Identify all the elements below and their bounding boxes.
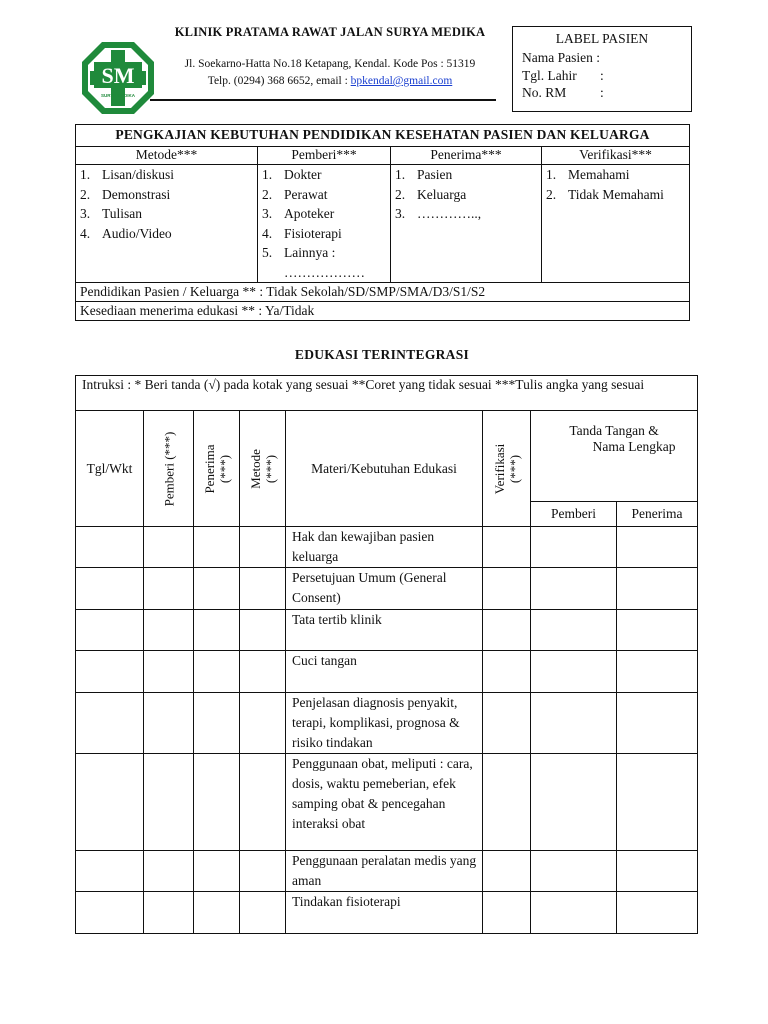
signature-pemberi-cell[interactable] (531, 892, 617, 934)
materi-cell: Cuci tangan (286, 651, 483, 693)
metode-cell[interactable] (240, 651, 286, 693)
signature-penerima-cell[interactable] (617, 693, 698, 754)
header-pemberi: Pemberi (***) (144, 411, 194, 527)
table-row (76, 651, 698, 693)
penerima-cell[interactable] (194, 892, 240, 934)
patient-dob-colon: : (600, 68, 604, 83)
pemberi-cell[interactable] (144, 568, 194, 610)
pemberi-cell[interactable] (144, 892, 194, 934)
column-header-verifikasi: Verifikasi*** (542, 147, 690, 165)
table-row (76, 851, 698, 892)
verifikasi-cell[interactable] (483, 693, 531, 754)
tgl-cell[interactable] (76, 610, 144, 651)
pemberi-cell[interactable] (144, 754, 194, 851)
list-item: 1. Pasien (395, 167, 453, 182)
metode-list-cell (76, 165, 258, 283)
verifikasi-cell[interactable] (483, 610, 531, 651)
penerima-cell[interactable] (194, 754, 240, 851)
signature-pemberi-cell[interactable] (531, 651, 617, 693)
patient-name-label: Nama Pasien : (522, 50, 600, 65)
list-item: 1. Lisan/diskusi (80, 167, 175, 182)
edukasi-section-title: EDUKASI TERINTEGRASI (294, 347, 470, 362)
column-header-pemberi: Pemberi*** (258, 147, 391, 165)
subheader-pemberi: Pemberi (531, 502, 617, 527)
patient-rm-colon: : (600, 85, 604, 100)
clinic-email-link[interactable]: bpkendal@gmail.com (350, 75, 453, 87)
list-item: 3. Apoteker (262, 206, 335, 221)
pemberi-list-cell (258, 165, 391, 283)
materi-cell: Penjelasan diagnosis penyakit, terapi, komplikasi, prognosa & risiko tindakan (286, 693, 483, 754)
penerima-cell[interactable] (194, 527, 240, 568)
pemberi-cell[interactable] (144, 527, 194, 568)
verifikasi-cell[interactable] (483, 527, 531, 568)
column-header-penerima: Penerima*** (391, 147, 542, 165)
pendidikan-field: Pendidikan Pasien / Keluarga ** : Tidak Sekolah/SD/SMP/SMA/D3/S1/S2 (76, 283, 690, 302)
subheader-penerima: Penerima (617, 502, 698, 527)
list-item: 3. Tulisan (80, 206, 143, 221)
clinic-logo (80, 40, 156, 116)
tgl-cell[interactable] (76, 754, 144, 851)
list-item: 2. Keluarga (395, 186, 467, 202)
materi-cell: Hak dan kewajiban pasien keluarga (286, 527, 483, 568)
table-row (76, 527, 698, 568)
verifikasi-list-cell (542, 165, 690, 283)
materi-cell: Tindakan fisioterapi (286, 892, 483, 934)
patient-rm-field (522, 85, 604, 101)
tgl-cell[interactable] (76, 568, 144, 610)
signature-penerima-cell[interactable] (617, 651, 698, 693)
assessment-table (75, 124, 690, 321)
penerima-cell[interactable] (194, 651, 240, 693)
patient-name-field (522, 50, 600, 66)
assessment-title: PENGKAJIAN KEBUTUHAN PENDIDIKAN KESEHATAN PASIEN DAN KELUARGA (76, 125, 690, 147)
list-item: 1. Dokter (262, 167, 322, 182)
pemberi-list (258, 165, 390, 263)
penerima-cell[interactable] (194, 610, 240, 651)
list-item: 2. Tidak Memahami (546, 186, 664, 202)
materi-cell: Penggunaan peralatan medis yang aman (286, 851, 483, 892)
penerima-cell[interactable] (194, 568, 240, 610)
table-row (76, 610, 698, 651)
table-row (76, 693, 698, 754)
tgl-cell[interactable] (76, 651, 144, 693)
signature-pemberi-cell[interactable] (531, 568, 617, 610)
list-item: 1. Memahami (546, 167, 630, 182)
tgl-cell[interactable] (76, 892, 144, 934)
metode-cell[interactable] (240, 754, 286, 851)
signature-penerima-cell[interactable] (617, 527, 698, 568)
patient-label-title: LABEL PASIEN (555, 31, 649, 46)
signature-pemberi-cell[interactable] (531, 754, 617, 851)
verifikasi-cell[interactable] (483, 651, 531, 693)
list-item: 5. Lainnya : (262, 245, 336, 260)
metode-cell[interactable] (240, 610, 286, 651)
penerima-cell[interactable] (194, 693, 240, 754)
pemberi-cell[interactable] (144, 651, 194, 693)
list-item: 3. ………….., (395, 206, 482, 221)
header-tanda-tangan: Tanda Tangan & Nama Lengkap (531, 411, 698, 502)
table-row (76, 892, 698, 934)
metode-cell[interactable] (240, 892, 286, 934)
signature-pemberi-cell[interactable] (531, 693, 617, 754)
verifikasi-cell[interactable] (483, 851, 531, 892)
signature-pemberi-cell[interactable] (531, 527, 617, 568)
penerima-list-cell (391, 165, 542, 283)
materi-cell: Persetujuan Umum (General Consent) (286, 568, 483, 610)
instruction-text: Intruksi : * Beri tanda (√) pada kotak yang sesuai **Coret yang tidak sesuai ***Tulis angka yang sesuai (76, 376, 698, 411)
logo-subtext: SURYA MEDIKA (100, 93, 136, 98)
signature-penerima-cell[interactable] (617, 568, 698, 610)
edukasi-table (75, 375, 698, 934)
pemberi-cell[interactable] (144, 610, 194, 651)
signature-penerima-cell[interactable] (617, 754, 698, 851)
verifikasi-cell[interactable] (483, 568, 531, 610)
metode-cell[interactable] (240, 851, 286, 892)
metode-cell[interactable] (240, 693, 286, 754)
table-row (76, 568, 698, 610)
header-penerima: Penerima (***) (194, 411, 240, 527)
signature-penerima-cell[interactable] (617, 892, 698, 934)
clinic-address: Jl. Soekarno-Hatta No.18 Ketapang, Kendal. Kode Pos : 51319 (184, 58, 476, 70)
header-tgl-wkt: Tgl/Wkt (76, 411, 144, 527)
verifikasi-cell[interactable] (483, 892, 531, 934)
pemberi-lainnya-blank: ……………… (284, 264, 365, 280)
clinic-contact (170, 75, 490, 87)
metode-cell[interactable] (240, 527, 286, 568)
table-row (76, 754, 698, 851)
header-metode: Metode (***) (240, 411, 286, 527)
tgl-cell[interactable] (76, 527, 144, 568)
logo-monogram: SM (101, 63, 135, 88)
header-verifikasi: Verifikasi (***) (483, 411, 531, 527)
patient-dob-label: Tgl. Lahir (522, 68, 577, 83)
patient-label-box (512, 26, 692, 112)
column-header-metode: Metode*** (76, 147, 258, 165)
materi-cell: Tata tertib klinik (286, 610, 483, 651)
verifikasi-list (542, 165, 689, 204)
metode-cell[interactable] (240, 568, 286, 610)
verifikasi-cell[interactable] (483, 754, 531, 851)
list-item: 4. Audio/Video (80, 225, 172, 241)
penerima-list (391, 165, 541, 224)
header-divider (150, 99, 496, 101)
header-materi: Materi/Kebutuhan Edukasi (286, 411, 483, 527)
tgl-cell[interactable] (76, 851, 144, 892)
signature-penerima-cell[interactable] (617, 610, 698, 651)
pemberi-cell[interactable] (144, 693, 194, 754)
list-item: 4. Fisioterapi (262, 225, 342, 241)
clinic-phone: Telp. (0294) 368 6652, email : (207, 75, 351, 87)
patient-rm-label: No. RM (522, 85, 567, 100)
signature-pemberi-cell[interactable] (531, 851, 617, 892)
materi-cell: Penggunaan obat, meliputi : cara, dosis, waktu pemeberian, efek samping obat & pencegahan interaksi obat (286, 754, 483, 851)
list-item: 2. Demonstrasi (80, 186, 171, 202)
pemberi-cell[interactable] (144, 851, 194, 892)
patient-dob-field (522, 68, 604, 84)
signature-penerima-cell[interactable] (617, 851, 698, 892)
metode-list (76, 165, 257, 243)
signature-pemberi-cell[interactable] (531, 610, 617, 651)
kesediaan-field: Kesediaan menerima edukasi ** : Ya/Tidak (76, 302, 690, 321)
penerima-cell[interactable] (194, 851, 240, 892)
clinic-name: KLINIK PRATAMA RAWAT JALAN SURYA MEDIKA (174, 25, 486, 39)
tgl-cell[interactable] (76, 693, 144, 754)
list-item: 2. Perawat (262, 186, 328, 202)
